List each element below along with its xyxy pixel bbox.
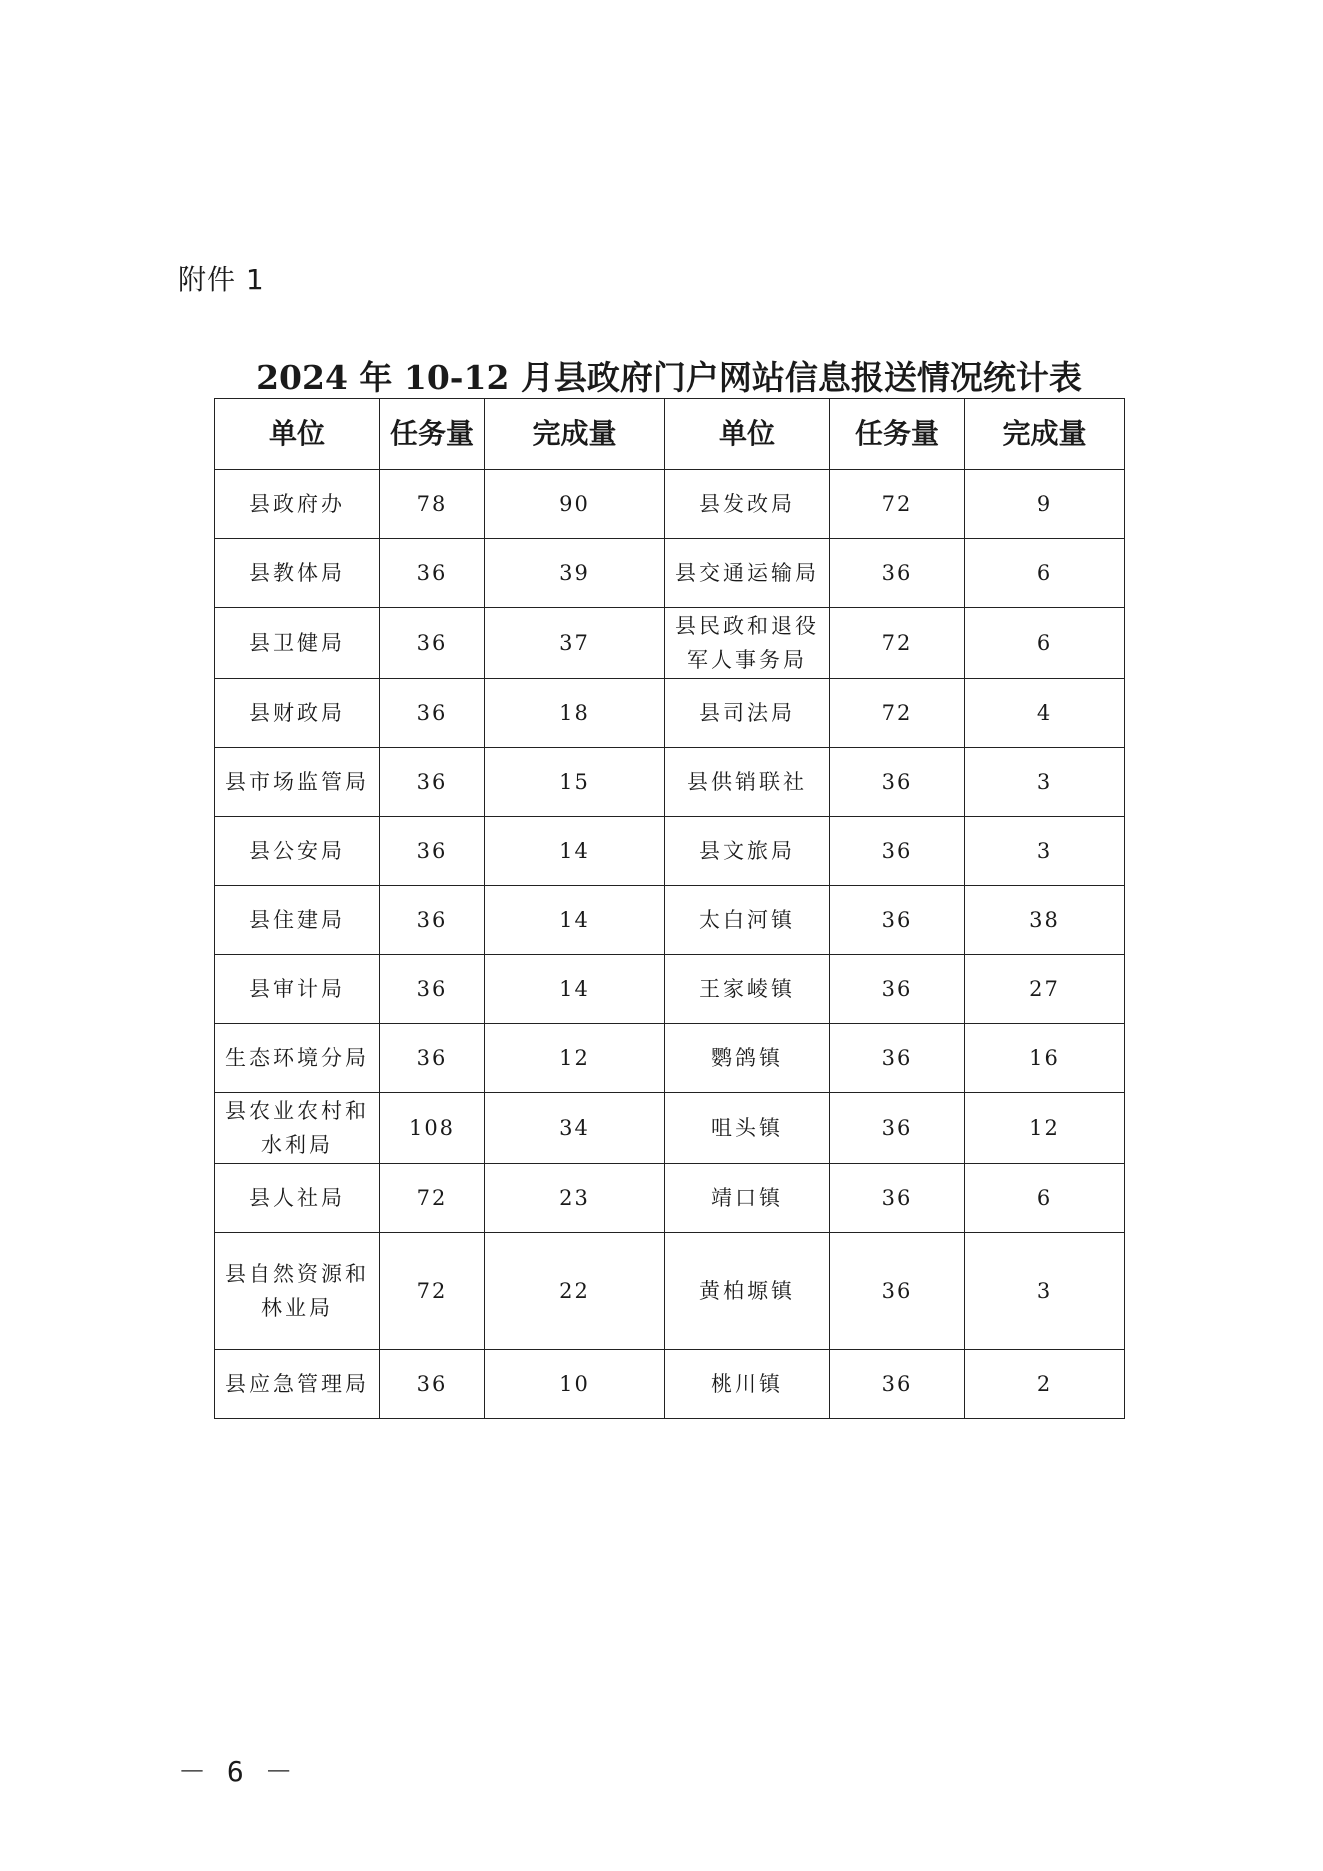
- unit-cell-left: 县卫健局: [215, 608, 380, 679]
- header-done-right: 完成量: [965, 399, 1125, 470]
- unit-cell-right: 太白河镇: [665, 886, 830, 955]
- task-cell-right: 72: [830, 470, 965, 539]
- done-cell-left: 15: [485, 748, 665, 817]
- task-cell-right: 72: [830, 679, 965, 748]
- done-cell-right: 9: [965, 470, 1125, 539]
- unit-cell-right: 靖口镇: [665, 1164, 830, 1233]
- header-unit-right: 单位: [665, 399, 830, 470]
- table-row: [215, 1164, 1125, 1233]
- unit-cell-right: 桃川镇: [665, 1350, 830, 1419]
- done-cell-left: 23: [485, 1164, 665, 1233]
- unit-cell-right: 咀头镇: [665, 1093, 830, 1164]
- table-row: [215, 1233, 1125, 1350]
- document-title: 2024 年 10-12 月县政府门户网站信息报送情况统计表: [256, 358, 1082, 397]
- done-cell-right: 4: [965, 679, 1125, 748]
- task-cell-right: 36: [830, 955, 965, 1024]
- unit-cell-left: 县政府办: [215, 470, 380, 539]
- task-cell-left: 72: [380, 1164, 485, 1233]
- done-cell-left: 22: [485, 1233, 665, 1350]
- task-cell-left: 36: [380, 1350, 485, 1419]
- unit-cell-right: 县交通运输局: [665, 539, 830, 608]
- table-row: [215, 539, 1125, 608]
- unit-cell-left: 县应急管理局: [215, 1350, 380, 1419]
- header-task-right: 任务量: [830, 399, 965, 470]
- done-cell-right: 2: [965, 1350, 1125, 1419]
- table-row: [215, 748, 1125, 817]
- done-cell-right: 6: [965, 1164, 1125, 1233]
- unit-cell-left: 县教体局: [215, 539, 380, 608]
- unit-cell-right: 县民政和退役军人事务局: [665, 608, 830, 679]
- done-cell-left: 14: [485, 886, 665, 955]
- unit-cell-left: 县市场监管局: [215, 748, 380, 817]
- header-row: [215, 399, 1125, 470]
- task-cell-right: 36: [830, 1233, 965, 1350]
- task-cell-right: 36: [830, 817, 965, 886]
- done-cell-left: 34: [485, 1093, 665, 1164]
- task-cell-right: 36: [830, 539, 965, 608]
- task-cell-left: 108: [380, 1093, 485, 1164]
- table-row: [215, 886, 1125, 955]
- unit-cell-right: 县文旅局: [665, 817, 830, 886]
- unit-cell-left: 县农业农村和水利局: [215, 1093, 380, 1164]
- page-number: － 6 －: [178, 1755, 295, 1788]
- task-cell-left: 36: [380, 886, 485, 955]
- unit-cell-left: 县财政局: [215, 679, 380, 748]
- unit-cell-left: 县人社局: [215, 1164, 380, 1233]
- done-cell-right: 3: [965, 1233, 1125, 1350]
- done-cell-left: 10: [485, 1350, 665, 1419]
- done-cell-right: 12: [965, 1093, 1125, 1164]
- attachment-label: 附件 1: [178, 263, 265, 296]
- unit-cell-left: 县住建局: [215, 886, 380, 955]
- task-cell-left: 36: [380, 817, 485, 886]
- table-header: [215, 399, 1125, 470]
- done-cell-right: 3: [965, 817, 1125, 886]
- done-cell-left: 12: [485, 1024, 665, 1093]
- task-cell-right: 36: [830, 1093, 965, 1164]
- table-row: [215, 470, 1125, 539]
- task-cell-right: 36: [830, 1350, 965, 1419]
- task-cell-right: 36: [830, 1164, 965, 1233]
- task-cell-right: 36: [830, 886, 965, 955]
- done-cell-right: 6: [965, 608, 1125, 679]
- statistics-table: [214, 398, 1125, 1419]
- unit-cell-right: 县司法局: [665, 679, 830, 748]
- unit-cell-right: 王家崚镇: [665, 955, 830, 1024]
- task-cell-left: 36: [380, 955, 485, 1024]
- done-cell-right: 27: [965, 955, 1125, 1024]
- task-cell-right: 36: [830, 1024, 965, 1093]
- done-cell-left: 39: [485, 539, 665, 608]
- table-row: [215, 1024, 1125, 1093]
- table-row: [215, 679, 1125, 748]
- task-cell-left: 36: [380, 608, 485, 679]
- done-cell-left: 37: [485, 608, 665, 679]
- done-cell-left: 14: [485, 955, 665, 1024]
- done-cell-left: 90: [485, 470, 665, 539]
- unit-cell-right: 县供销联社: [665, 748, 830, 817]
- done-cell-right: 38: [965, 886, 1125, 955]
- unit-cell-left: 县自然资源和林业局: [215, 1233, 380, 1350]
- done-cell-left: 18: [485, 679, 665, 748]
- task-cell-right: 72: [830, 608, 965, 679]
- unit-cell-right: 县发改局: [665, 470, 830, 539]
- done-cell-left: 14: [485, 817, 665, 886]
- unit-cell-right: 鹦鸽镇: [665, 1024, 830, 1093]
- unit-cell-left: 县公安局: [215, 817, 380, 886]
- header-unit-left: 单位: [215, 399, 380, 470]
- header-task-left: 任务量: [380, 399, 485, 470]
- task-cell-left: 36: [380, 679, 485, 748]
- done-cell-right: 16: [965, 1024, 1125, 1093]
- table-row: [215, 1093, 1125, 1164]
- unit-cell-right: 黄柏塬镇: [665, 1233, 830, 1350]
- table-row: [215, 955, 1125, 1024]
- header-done-left: 完成量: [485, 399, 665, 470]
- unit-cell-left: 县审计局: [215, 955, 380, 1024]
- task-cell-right: 36: [830, 748, 965, 817]
- done-cell-right: 3: [965, 748, 1125, 817]
- table-row: [215, 1350, 1125, 1419]
- task-cell-left: 36: [380, 748, 485, 817]
- table-row: [215, 817, 1125, 886]
- task-cell-left: 78: [380, 470, 485, 539]
- unit-cell-left: 生态环境分局: [215, 1024, 380, 1093]
- task-cell-left: 36: [380, 539, 485, 608]
- task-cell-left: 72: [380, 1233, 485, 1350]
- table-body: [215, 470, 1125, 1419]
- table-row: [215, 608, 1125, 679]
- done-cell-right: 6: [965, 539, 1125, 608]
- task-cell-left: 36: [380, 1024, 485, 1093]
